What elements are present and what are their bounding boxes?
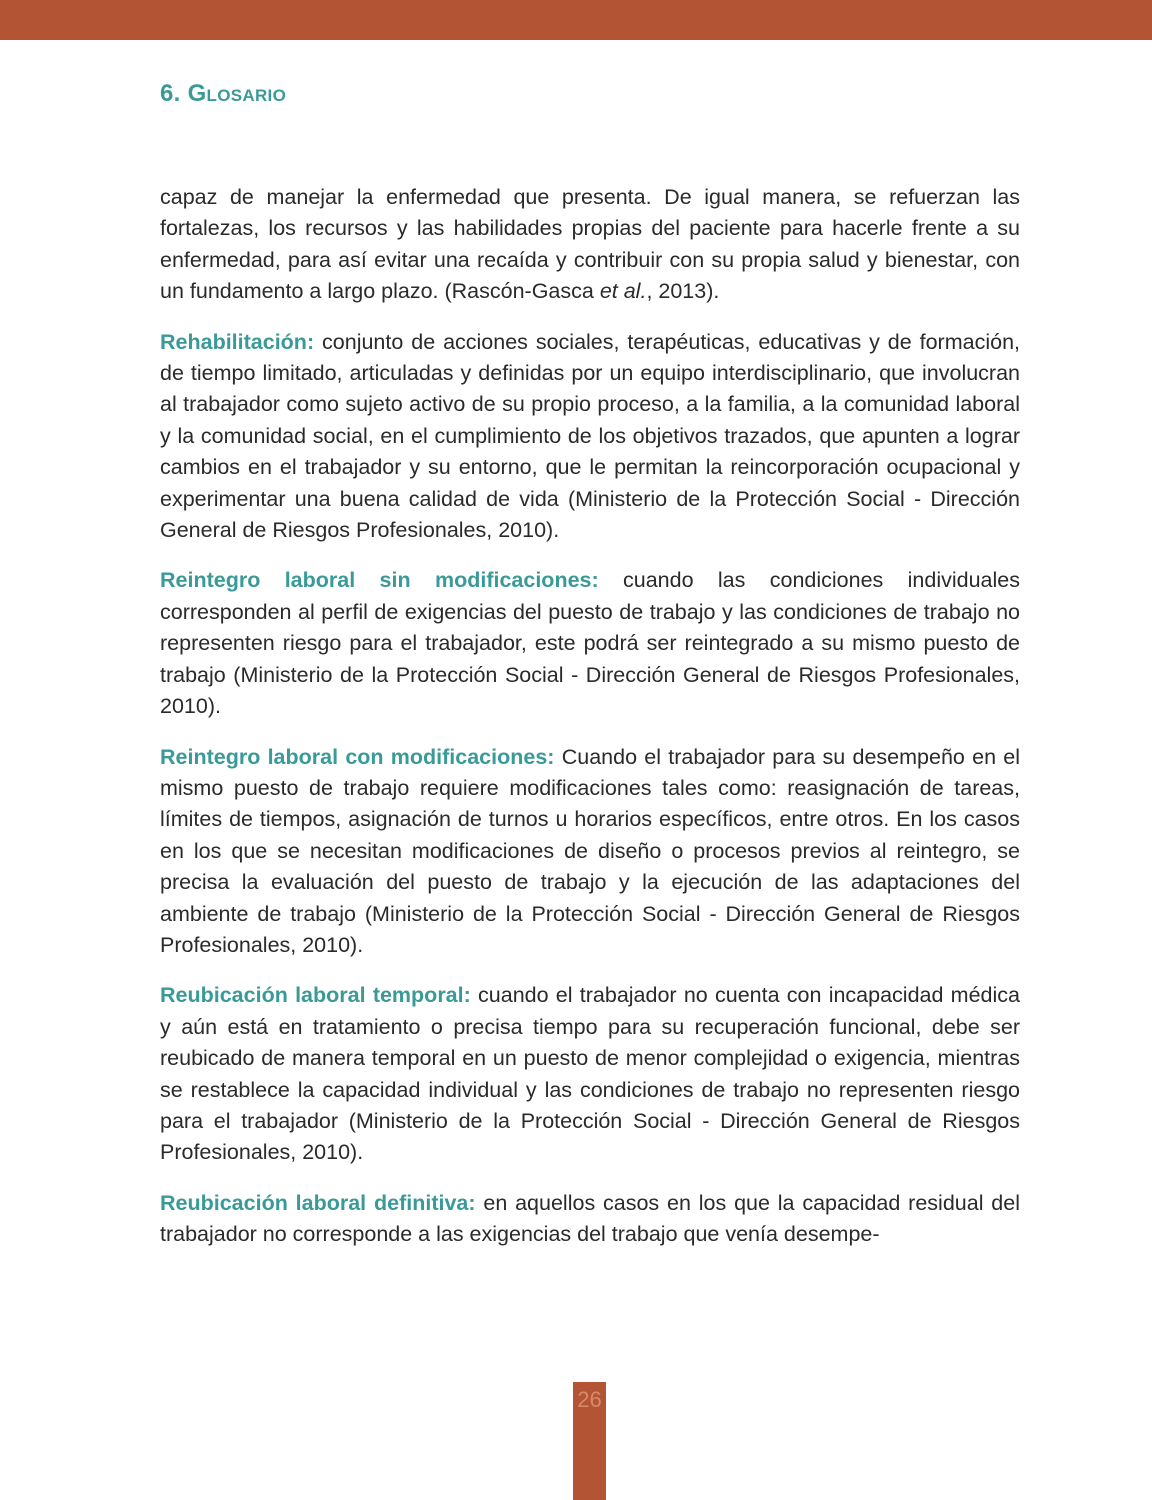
section-title: 6. Glosario (160, 80, 287, 107)
intro-paragraph (160, 182, 1020, 308)
intro-text-after: , 2013). (646, 279, 720, 304)
glossary-term: Rehabilitación: (160, 329, 315, 354)
glossary-definition: cuando las condiciones individuales corresponden al perfil de exigencias del puesto de trabajo y las condiciones de trabajo no representen riesgo para el trabajador, este podrá ser reintegrado a su mismo puesto de trabajo (Ministerio de la Protección Social - Dirección General de Riesgos Profesionales, 2010). (160, 568, 1021, 719)
page-number: 26 (577, 1387, 602, 1412)
glossary-body (160, 182, 1020, 1270)
glossary-entry (160, 565, 1020, 722)
glossary-definition: en aquellos casos en los que la capacidad residual del trabajador no corresponde a las exigencias del trabajo que venía desempe- (160, 1190, 1020, 1247)
glossary-entry (160, 742, 1020, 962)
glossary-definition: Cuando el trabajador para su desempeño en el mismo puesto de trabajo requiere modificaciones tales como: reasignación de tareas, límites de tiempos, asignación de turnos u horarios específicos, entre otros. En los casos en los que se necesitan modificaciones de diseño o procesos previos al reintegro, se precisa la evaluación del puesto de trabajo y la ejecución de las adaptaciones del ambiente de trabajo (Ministerio de la Protección Social - Dirección General de Riesgos Profesionales, 2010). (160, 744, 1020, 957)
page-number-tab (573, 1382, 606, 1500)
glossary-entry (160, 327, 1020, 547)
glossary-entry (160, 980, 1020, 1168)
glossary-term: Reubicación laboral definitiva: (160, 1190, 476, 1215)
glossary-term: Reintegro laboral con modificaciones: (160, 744, 555, 769)
glossary-definition: cuando el trabajador no cuenta con incapacidad médica y aún está en tratamiento o precisa tiempo para su recuperación funcional, debe ser reubicado de manera temporal en un puesto de menor complejidad o exigencia, mientras se restablece la capacidad individual y las condiciones de trabajo no representen riesgo para el trabajador (Ministerio de la Protección Social - Dirección General de Riesgos Profesionales, 2010). (160, 983, 1020, 1165)
top-color-band (0, 0, 1152, 40)
intro-text-before: capaz de manejar la enfermedad que presenta. De igual manera, se refuerzan las fortalezas, los recursos y las habilidades propias del paciente para hacerle frente a su enfermedad, para así evitar una recaída y contribuir con su propia salud y bienestar, con un fundamento a largo plazo. (Rascón-Gasca (160, 185, 1020, 304)
glossary-term: Reintegro laboral sin modificaciones: (160, 568, 599, 593)
glossary-entry (160, 1188, 1020, 1251)
glossary-definition: conjunto de acciones sociales, terapéuticas, educativas y de formación, de tiempo limitado, articuladas y definidas por un equipo interdisciplinario, que involucran al trabajador como sujeto activo de su propio proceso, a la familia, a la comunidad laboral y la comunidad social, en el cumplimiento de los objetivos trazados, que apunten a lograr cambios en el trabajador y su entorno, que le permitan la reincorporación ocupacional y experimentar una buena calidad de vida (Ministerio de la Protección Social - Dirección General de Riesgos Profesionales, 2010). (160, 329, 1020, 543)
intro-italic: et al. (599, 279, 647, 304)
glossary-term: Reubicación laboral temporal: (160, 983, 471, 1008)
